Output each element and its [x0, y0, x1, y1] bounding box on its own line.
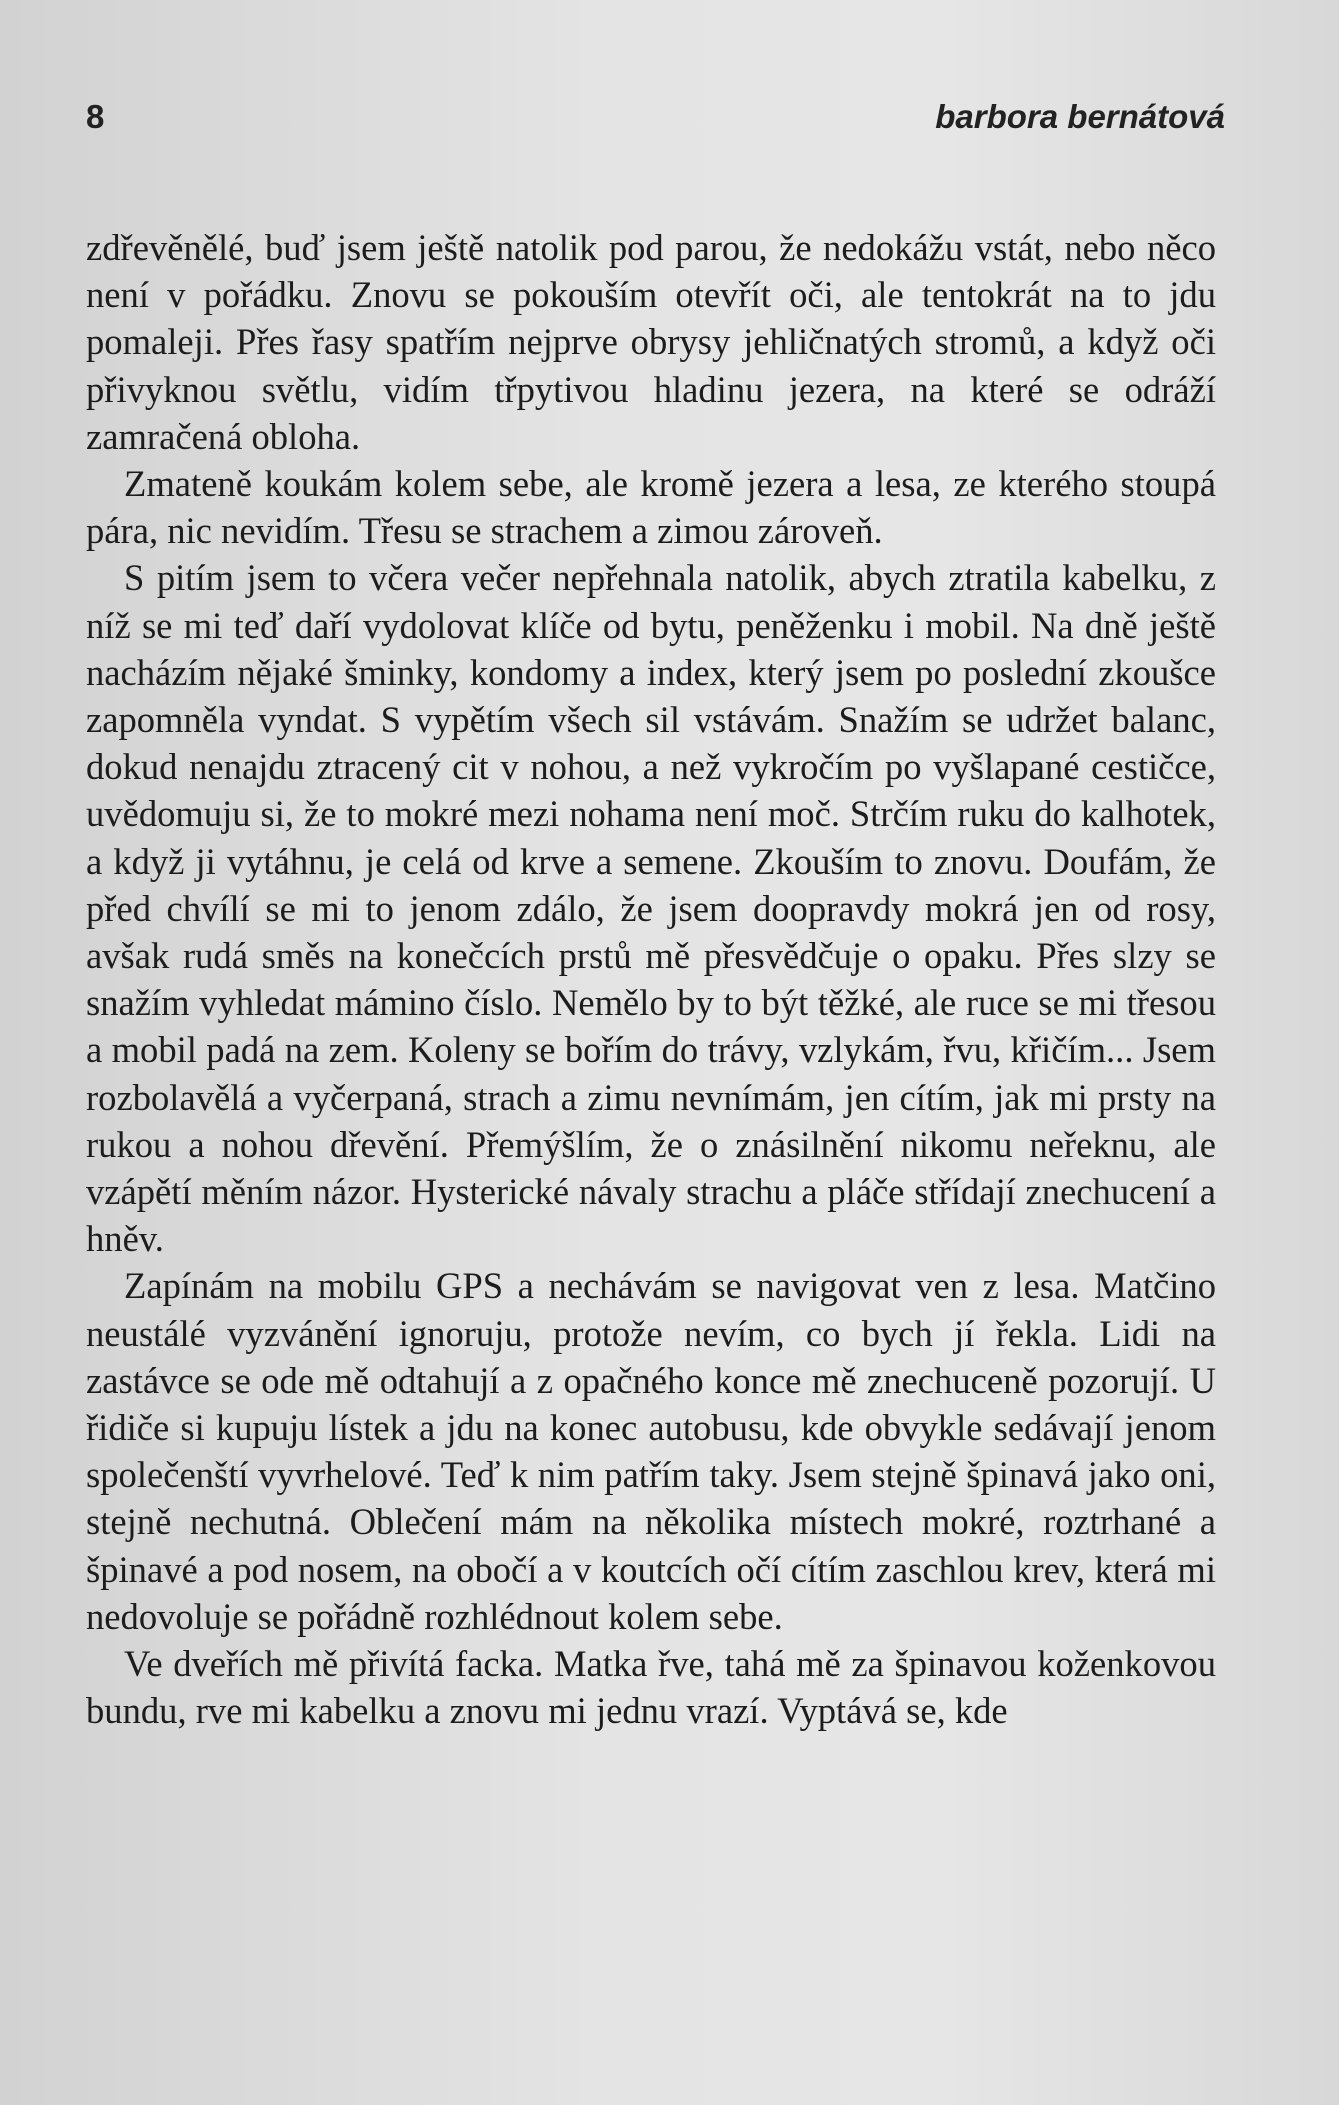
body-text [86, 224, 1216, 1735]
running-head [86, 98, 1225, 148]
paragraph-1: zdřevěnělé, buď jsem ještě natolik pod parou, že nedokážu vstát, nebo něco není v pořádku. Znovu se pokouším otevřít oči, ale tentokrát na to jdu pomaleji. Přes řasy spatřím nejprve obrysy jehličnatých stromů, a když oči přivyknou světlu, vidím třpytivou hladinu jezera, na které se odráží zamračená obloha. [86, 227, 1216, 457]
paragraph-2: Zmateně koukám kolem sebe, ale kromě jezera a lesa, ze kterého stoupá pára, nic nevidím. Třesu se strachem a zimou zároveň. [86, 463, 1216, 552]
running-title: barbora bernátová [935, 98, 1225, 135]
page-number: 8 [86, 98, 105, 135]
paragraph-4: Zapínám na mobilu GPS a nechávám se navigovat ven z lesa. Matčino neustálé vyzvánění ignoruju, protože nevím, co bych jí řekla. Lidi na zastávce se ode mě odtahují a z opačného konce mě znechuceně pozorují. U řidiče si kupuju lístek a jdu na konec autobusu, kde obvykle sedávají jenom společenští vyvrhelové. Teď k nim patřím taky. Jsem stejně špinavá jako oni, stejně nechutná. Oblečení mám na několika místech mokré, roztrhané a špinavé a pod nosem, na obočí a v koutcích očí cítím zaschlou krev, která mi nedovoluje se pořádně rozhlédnout kolem sebe. [86, 1265, 1216, 1637]
paragraph-3: S pitím jsem to včera večer nepřehnala natolik, abych ztratila kabelku, z níž se mi teď daří vydolovat klíče od bytu, peněženku i mobil. Na dně ještě nacházím nějaké šminky, kondomy a index, který jsem po poslední zkoušce zapomněla vyndat. S vypětím všech sil vstávám. Snažím se udržet balanc, dokud nenajdu ztracený cit v nohou, a než vykročím po vyšlapané cestičce, uvědomuju si, že to mokré mezi nohama není moč. Strčím ruku do kalhotek, a když ji vytáhnu, je celá od krve a semene. Zkouším to znovu. Doufám, že před chvílí se mi to jenom zdálo, že jsem doopravdy mokrá jen od rosy, avšak rudá směs na konečcích prstů mě přesvědčuje o opaku. Přes slzy se snažím vyhledat mámino číslo. Nemělo by to být těžké, ale ruce se mi třesou a mobil padá na zem. Koleny se bořím do trávy, vzlykám, řvu, křičím... Jsem rozbolavělá a vyčerpaná, strach a zimu nevnímám, jen cítím, jak mi prsty na rukou a nohou dřevění. Přemýšlím, že o znásilnění nikomu neřeknu, ale vzápětí měním názor. Hysterické návaly strachu a pláče střídají znechucení a hněv. [86, 557, 1216, 1260]
paragraph-5: Ve dveřích mě přivítá facka. Matka řve, tahá mě za špinavou koženkovou bundu, rve mi kabelku a znovu mi jednu vrazí. Vyptává se, kde [86, 1643, 1216, 1732]
